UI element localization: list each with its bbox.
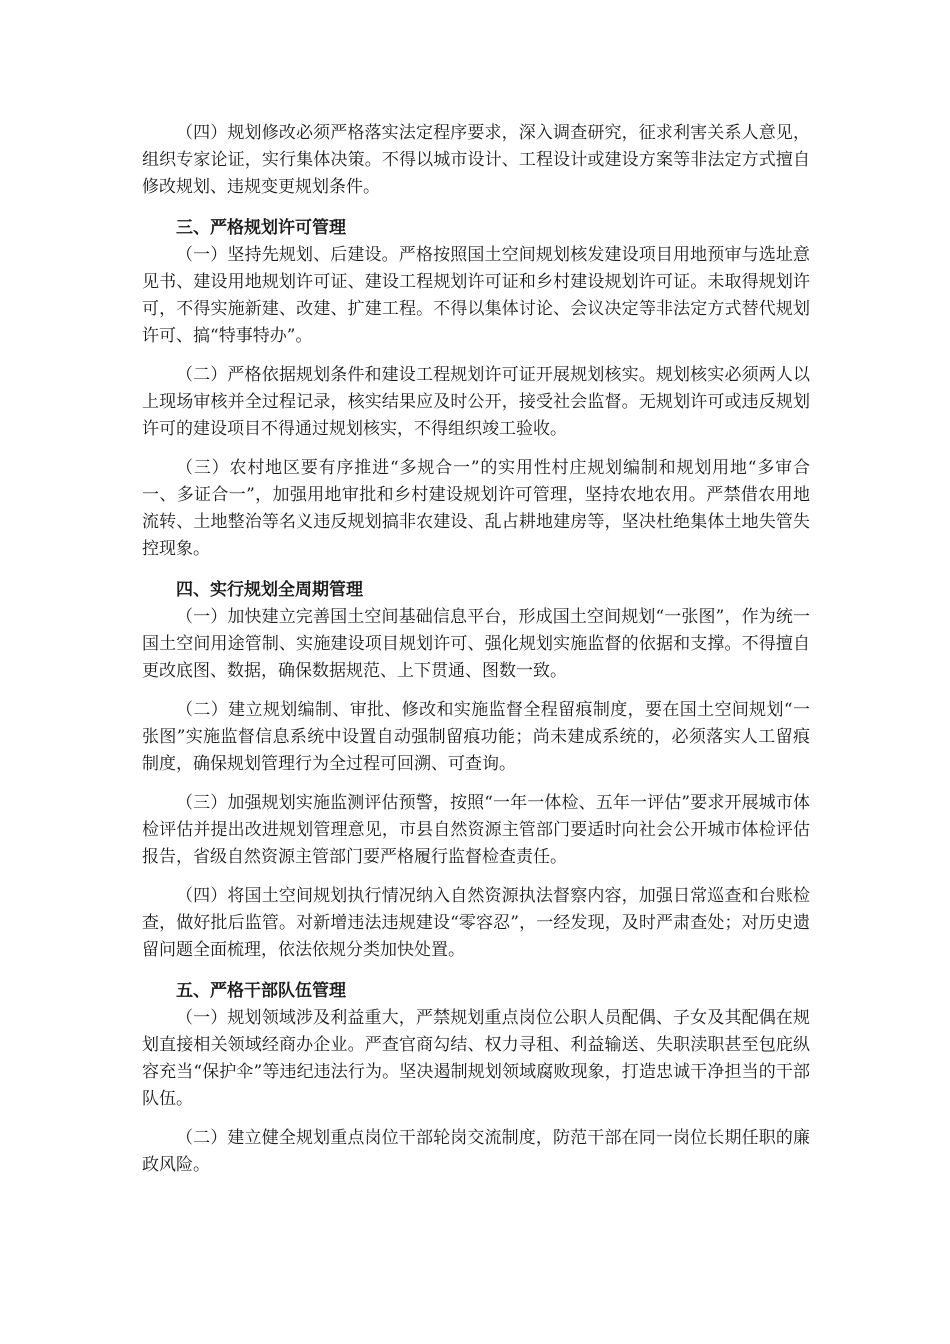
section-heading: 三、严格规划许可管理 (176, 218, 346, 238)
section-paragraph: （二）严格依据规划条件和建设工程规划许可证开展规划核实。规划核实必须两人以上现场审核并全过程记录，核实结果应及时公开，接受社会监督。无规划许可或违反规划许可的建设项目不得通过规划核实，不得组织竣工验收。 (142, 365, 810, 439)
section-paragraph: （四）将国土空间规划执行情况纳入自然资源执法督察内容，加强日常巡查和台账检查，做好批后监管。对新增违法违规建设“零容忍”，一经发现，及时严肃查处；对历史遗留问题全面梳理，依法依规分类加快处置。 (142, 886, 810, 960)
section-paragraph: （一）规划领域涉及利益重大，严禁规划重点岗位公职人员配偶、子女及其配偶在规划直接相关领域经商办企业。严查官商勾结、权力寻租、利益输送、失职渎职甚至包庇纵容充当“保护伞”等违纪违法行为。坚决遏制规划领域腐败现象，打造忠诚干净担当的干部队伍。 (142, 1008, 810, 1109)
section-heading: 四、实行规划全周期管理 (176, 580, 363, 600)
section-paragraph: （二）建立规划编制、审批、修改和实施监督全程留痕制度，要在国土空间规划“一张图”实施监督信息系统中设置自动强制留痕功能；尚未建成系统的，必须落实人工留痕制度，确保规划管理行为全过程可回溯、可查询。 (142, 700, 810, 774)
section-3 (142, 215, 810, 563)
section-paragraph: （三）加强规划实施监测评估预警，按照“一年一体检、五年一评估”要求开展城市体检评估并提出改进规划管理意见，市县自然资源主管部门要适时向社会公开城市体检评估报告，省级自然资源主管部门要严格履行监督检查责任。 (142, 793, 810, 867)
section-paragraph: （一）加快建立完善国土空间基础信息平台，形成国土空间规划“一张图”，作为统一国土空间用途管制、实施建设项目规划许可、强化规划实施监督的依据和支撑。不得擅自更改底图、数据，确保数据规范、上下贯通、图数一致。 (142, 607, 810, 681)
section-5 (142, 978, 810, 1179)
section-4 (142, 577, 810, 964)
section-paragraph: （一）坚持先规划、后建设。严格按照国土空间规划核发建设项目用地预审与选址意见书、建设用地规划许可证、建设工程规划许可证和乡村建设规划许可证。未取得规划许可，不得实施新建、改建、扩建工程。不得以集体讨论、会议决定等非法定方式替代规划许可、搞“特事特办”。 (142, 245, 810, 346)
section-paragraph: （二）建立健全规划重点岗位干部轮岗交流制度，防范干部在同一岗位长期任职的廉政风险。 (142, 1128, 810, 1175)
section-heading: 五、严格干部队伍管理 (176, 981, 346, 1001)
section-paragraph: （三）农村地区要有序推进“多规合一”的实用性村庄规划编制和规划用地“多审合一、多证合一”，加强用地审批和乡村建设规划许可管理，坚持农地农用。严禁借农用地流转、土地整治等名义违反规划搞非农建设、乱占耕地建房等，坚决杜绝集体土地失管失控现象。 (142, 458, 810, 559)
intro-paragraph: （四）规划修改必须严格落实法定程序要求，深入调查研究，征求利害关系人意见，组织专家论证，实行集体决策。不得以城市设计、工程设计或建设方案等非法定方式擅自修改规划、违规变更规划条件。 (142, 123, 810, 197)
document-page (142, 120, 810, 1191)
